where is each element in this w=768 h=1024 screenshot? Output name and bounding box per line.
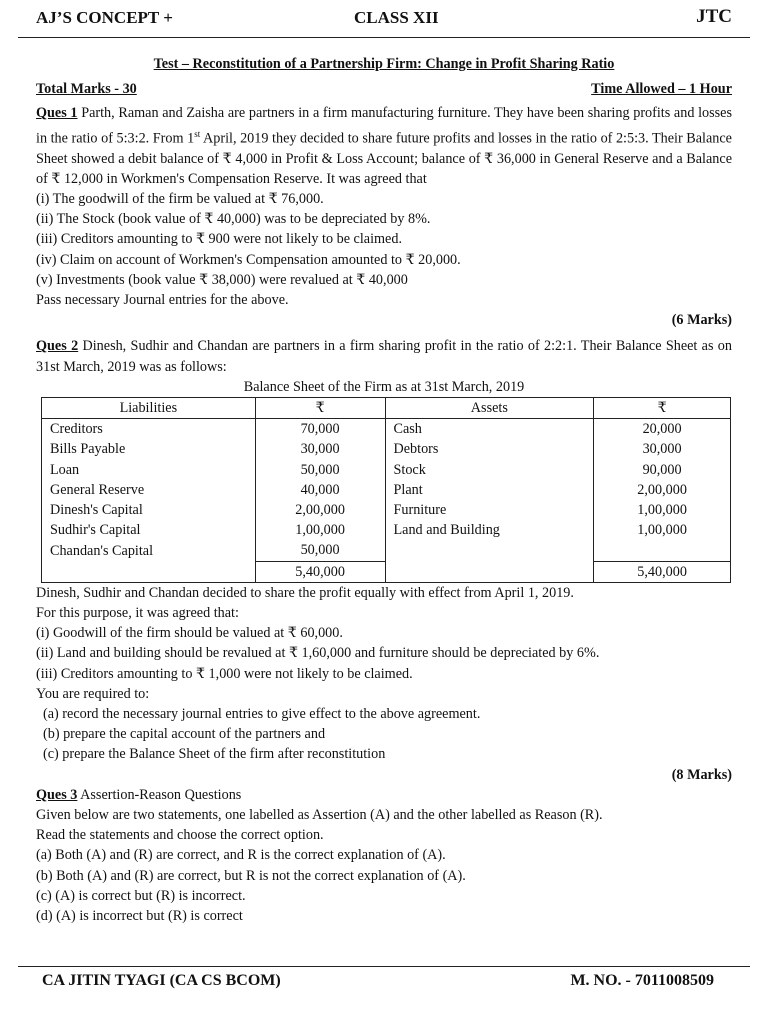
- table-header-row: [42, 397, 731, 418]
- cell: 2,00,000: [594, 480, 731, 500]
- table-row: [42, 520, 731, 540]
- q2-after: Dinesh, Sudhir and Chandan decided to share the profit equally with effect from April 1, 2019.: [36, 584, 574, 601]
- table-row: [42, 540, 731, 561]
- header-center: CLASS XII: [354, 8, 439, 27]
- q1-item: (i) The goodwill of the firm be valued at ₹ 76,000.: [36, 190, 324, 207]
- cell: Loan: [42, 460, 256, 480]
- time-allowed: Time Allowed – 1 Hour: [591, 81, 732, 98]
- cell: Bills Payable: [42, 439, 256, 459]
- q1-sup: st: [194, 128, 201, 139]
- q2-item: (i) Goodwill of the firm should be valued at ₹ 60,000.: [36, 625, 343, 642]
- cell: Sudhir's Capital: [42, 520, 256, 540]
- q2-marks: (8 Marks): [671, 766, 732, 783]
- cell: [42, 561, 256, 582]
- footer-left: CA JITIN TYAGI (CA CS BCOM): [42, 972, 281, 989]
- table-row: [42, 460, 731, 480]
- q1-instruction: Pass necessary Journal entries for the above.: [36, 291, 289, 308]
- q3-option: (b) Both (A) and (R) are correct, but R is not the correct explanation of (A).: [36, 867, 466, 884]
- page-header: [36, 6, 732, 32]
- q1-text: [36, 103, 732, 189]
- q1-item: (v) Investments (book value ₹ 38,000) were revalued at ₹ 40,000: [36, 271, 408, 288]
- header-rule: [18, 37, 750, 38]
- col-assets: Assets: [385, 397, 594, 418]
- q2-label: Ques 2: [36, 338, 79, 355]
- cell: 1,00,000: [255, 520, 385, 540]
- cell: Cash: [385, 419, 594, 440]
- q2-text: [36, 336, 732, 376]
- cell: Land and Building: [385, 520, 594, 540]
- document-body: [36, 54, 732, 926]
- balance-sheet-caption: Balance Sheet of the Firm as at 31st March, 2019: [243, 378, 525, 395]
- cell: 20,000: [594, 419, 731, 440]
- q1-marks: (6 Marks): [671, 312, 732, 329]
- cell: Stock: [385, 460, 594, 480]
- balance-sheet-table: [41, 397, 731, 583]
- cell: 30,000: [594, 439, 731, 459]
- cell: Chandan's Capital: [42, 540, 256, 561]
- q2-task: (b) prepare the capital account of the partners and: [43, 726, 326, 743]
- cell: Debtors: [385, 439, 594, 459]
- cell: 1,00,000: [594, 500, 731, 520]
- total-right: 5,40,000: [594, 561, 731, 582]
- cell: 30,000: [255, 439, 385, 459]
- col-rupee: ₹: [594, 397, 731, 418]
- q3-intro: Given below are two statements, one labelled as Assertion (A) and the other labelled as Reason (R).: [36, 807, 603, 824]
- q1-item: (iv) Claim on account of Workmen's Compensation amounted to ₹ 20,000.: [36, 251, 461, 268]
- cell: Furniture: [385, 500, 594, 520]
- cell: [594, 540, 731, 561]
- q2-item: (ii) Land and building should be revalued at ₹ 1,60,000 and furniture should be depreciated by 6%.: [36, 645, 600, 662]
- q1-item: (iii) Creditors amounting to ₹ 900 were not likely to be claimed.: [36, 231, 403, 248]
- total-left: 5,40,000: [255, 561, 385, 582]
- cell: Plant: [385, 480, 594, 500]
- q3-option: (c) (A) is correct but (R) is incorrect.: [36, 887, 246, 904]
- cell: Creditors: [42, 419, 256, 440]
- q2-item: (iii) Creditors amounting to ₹ 1,000 were not likely to be claimed.: [36, 665, 413, 682]
- q3-label: Ques 3: [36, 786, 78, 803]
- table-row: [42, 480, 731, 500]
- marks-time-row: [36, 79, 732, 99]
- cell: 1,00,000: [594, 520, 731, 540]
- cell: 50,000: [255, 540, 385, 561]
- q3-option: (a) Both (A) and (R) are correct, and R is the correct explanation of (A).: [36, 847, 446, 864]
- cell: 90,000: [594, 460, 731, 480]
- table-row: [42, 419, 731, 440]
- header-right: JTC: [696, 6, 732, 27]
- col-rupee: ₹: [255, 397, 385, 418]
- table-row: [42, 439, 731, 459]
- col-liabilities: Liabilities: [42, 397, 256, 418]
- test-title: Test – Reconstitution of a Partnership Firm: Change in Profit Sharing Ratio: [153, 56, 615, 72]
- cell: 40,000: [255, 480, 385, 500]
- q2-required: You are required to:: [36, 685, 150, 702]
- footer-rule: [18, 966, 750, 967]
- cell: 70,000: [255, 419, 385, 440]
- q3-read: Read the statements and choose the correct option.: [36, 827, 324, 844]
- q1-text-after: April, 2019 they decided to share future profits and losses in the ratio of 2:5:3. Their Balance Sheet showed a debit balance of ₹ 4,000 in Profit & Loss Account; balance of ₹ 36,000 in General Reserve and a Balance of ₹ 12,000 in Workmen's Compensation Reserve. It was agreed that: [36, 130, 732, 187]
- table-total-row: [42, 561, 731, 582]
- cell: [385, 540, 594, 561]
- q3-option: (d) (A) is incorrect but (R) is correct: [36, 908, 243, 925]
- total-marks: Total Marks - 30: [36, 81, 137, 98]
- cell: 50,000: [255, 460, 385, 480]
- cell: Dinesh's Capital: [42, 500, 256, 520]
- q1-item: (ii) The Stock (book value of ₹ 40,000) was to be depreciated by 8%.: [36, 211, 431, 228]
- q2-task: (c) prepare the Balance Sheet of the firm after reconstitution: [43, 746, 386, 763]
- header-left: AJ’S CONCEPT +: [36, 8, 173, 27]
- q2-task: (a) record the necessary journal entries to give effect to the above agreement.: [43, 706, 481, 723]
- cell: 2,00,000: [255, 500, 385, 520]
- table-row: [42, 500, 731, 520]
- q3-heading-text: Assertion-Reason Questions: [77, 786, 242, 803]
- q1-label: Ques 1: [36, 105, 78, 122]
- q2-text-body: Dinesh, Sudhir and Chandan are partners in a firm sharing profit in the ratio of 2:2:1. Their Balance Sheet as on 31st March, 2019 was as follows:: [36, 338, 732, 375]
- cell: General Reserve: [42, 480, 256, 500]
- footer-right: M. NO. - 7011008509: [570, 972, 714, 989]
- q1-text-before: Parth, Raman and Zaisha are partners in a firm manufacturing furniture. They have been sharing profits and losses in the ratio of 5:3:2. From 1: [36, 105, 732, 147]
- q3-heading: [36, 785, 732, 805]
- cell: [385, 561, 594, 582]
- q2-agreed: For this purpose, it was agreed that:: [36, 605, 239, 622]
